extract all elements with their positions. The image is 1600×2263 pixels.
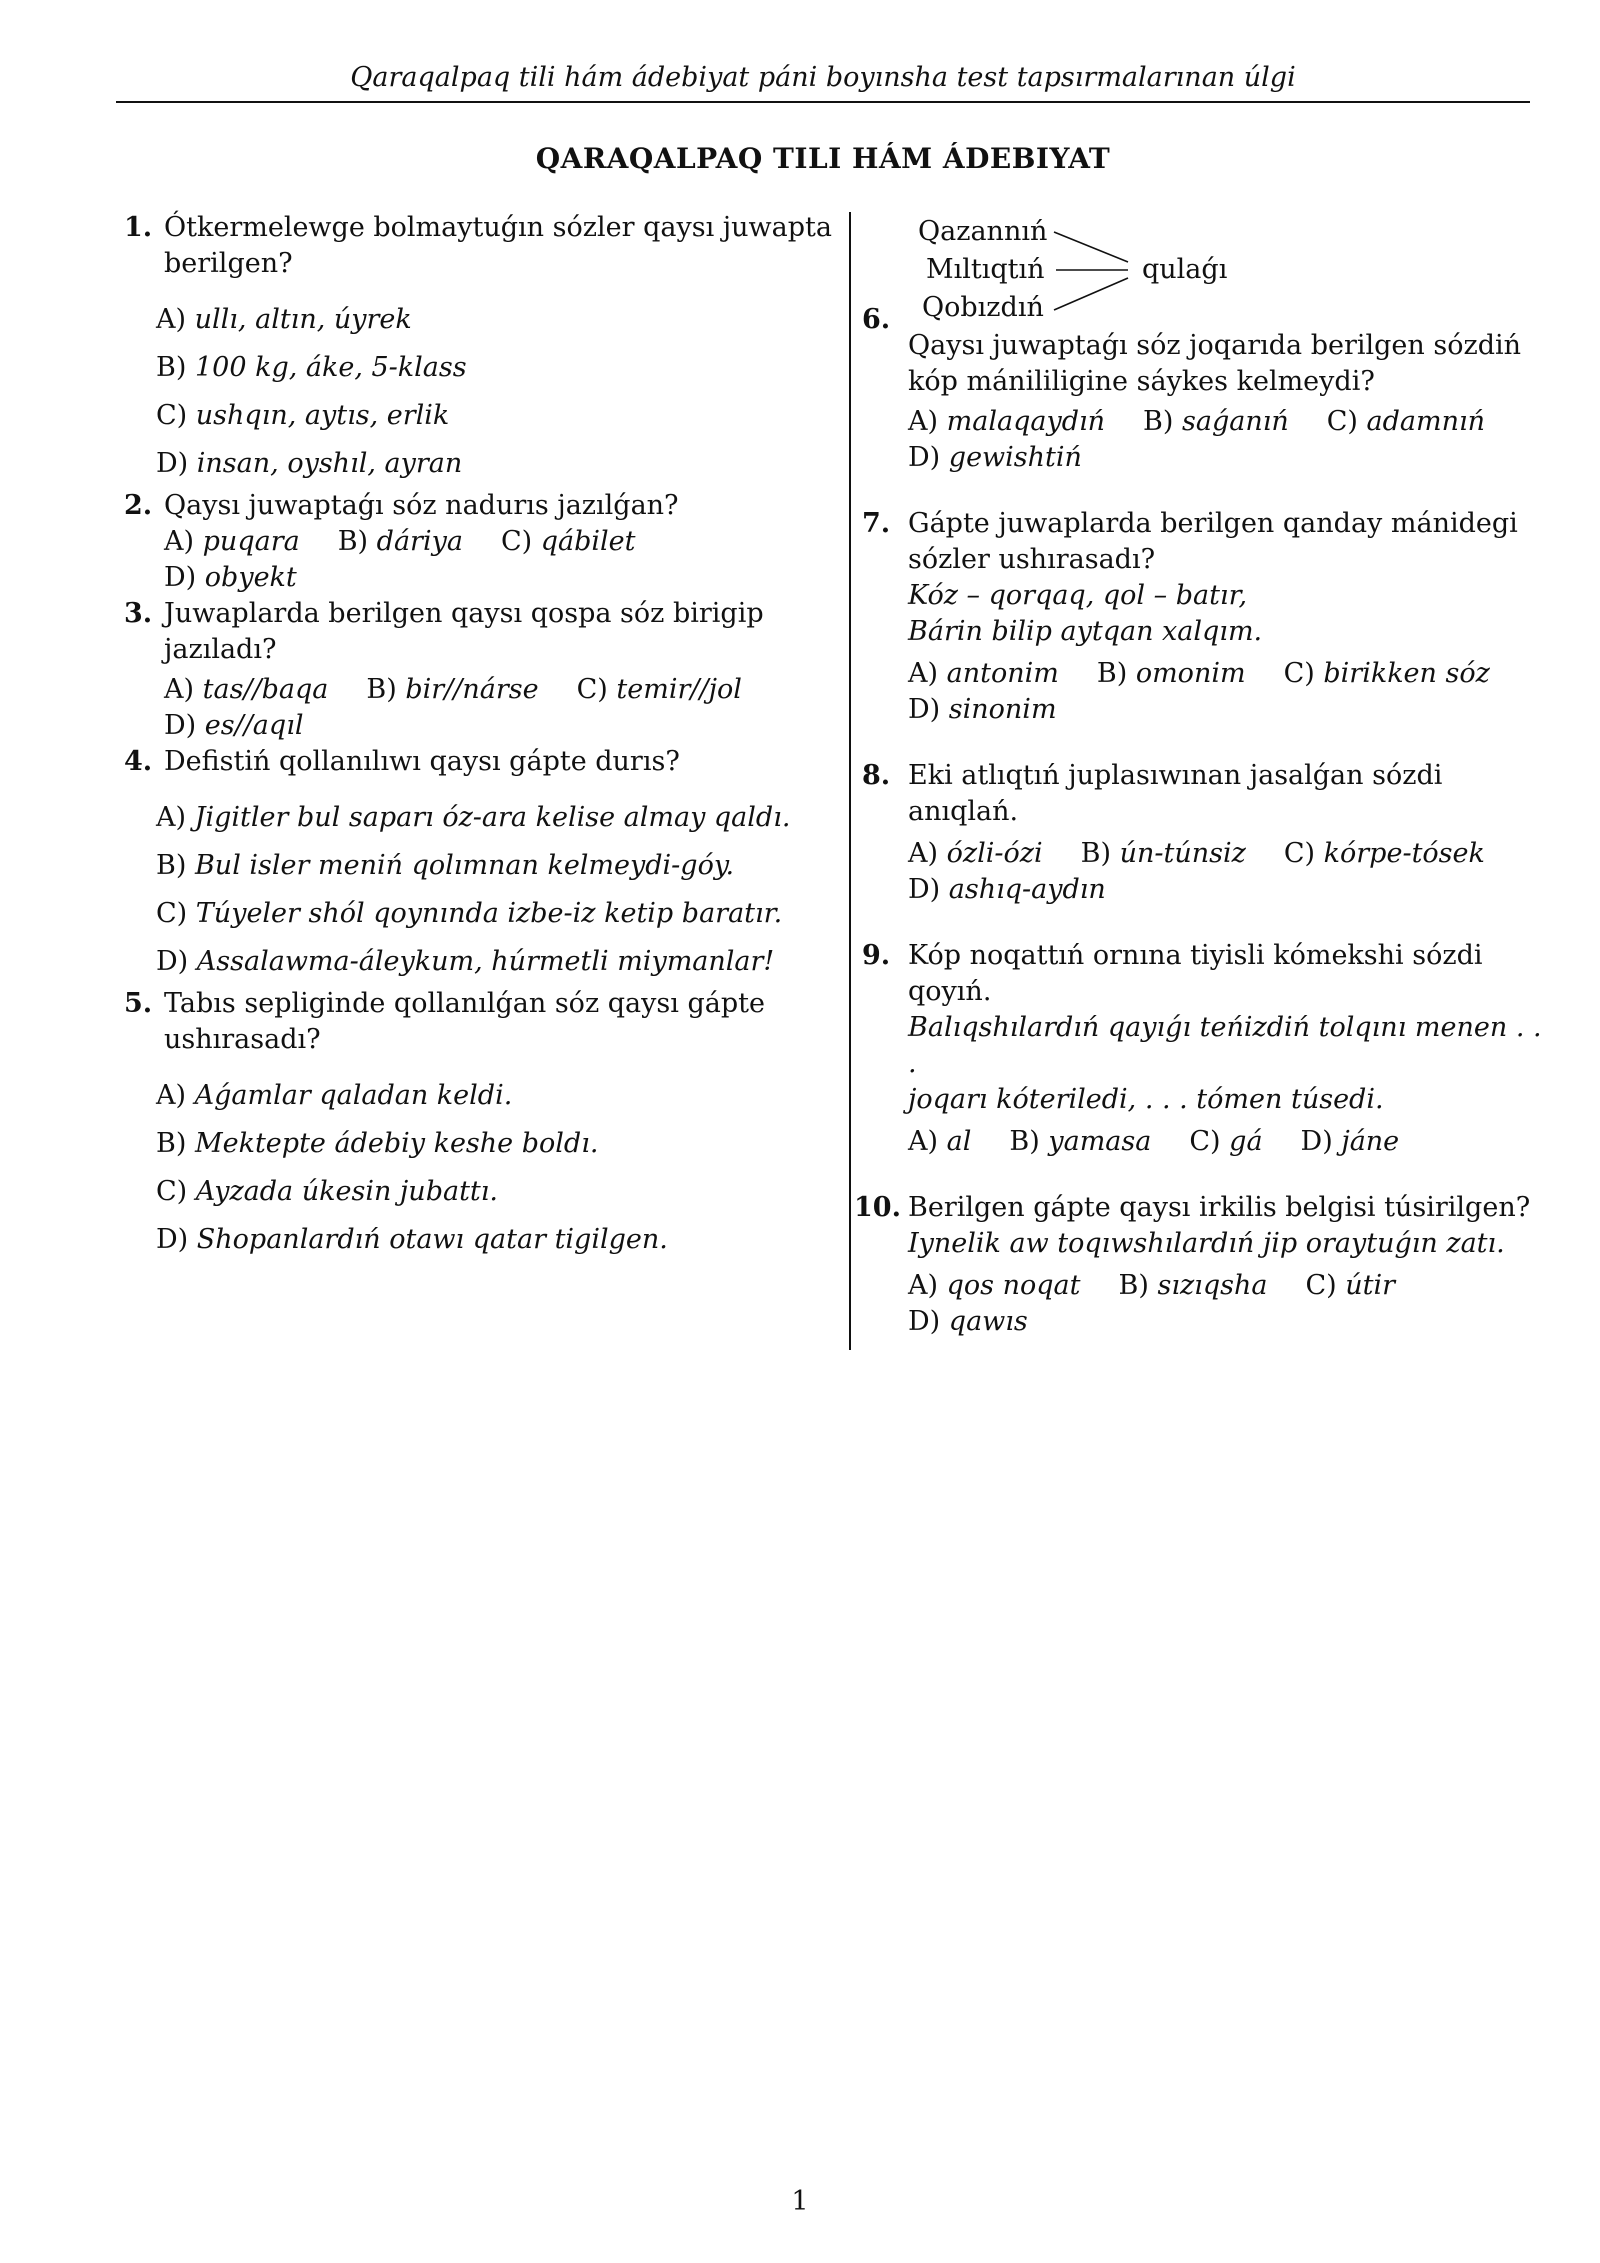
question-8 xyxy=(862,758,1552,908)
question-3 xyxy=(124,596,834,744)
question-number: 4. xyxy=(124,746,153,777)
diagram-word: qulaǵı xyxy=(1142,254,1228,285)
question-1 xyxy=(124,210,834,282)
question-number: 6. xyxy=(862,304,891,335)
answer-options-5 xyxy=(124,1072,834,1264)
diagram-word: Qazannıń xyxy=(918,216,1048,247)
question-number: 2. xyxy=(124,490,153,521)
answer-option[interactable]: A) qos noqat xyxy=(908,1270,1081,1301)
question-4 xyxy=(124,744,834,780)
answer-options-1 xyxy=(124,296,834,488)
example-text: joqarı kóteriledi, . . . tómen túsedi. xyxy=(908,1084,1384,1115)
answer-option[interactable]: B) Bul isler meniń qolımnan kelmeydi-góy. xyxy=(156,850,735,881)
answer-options-10 xyxy=(908,1268,1552,1340)
question-text: Kóp noqattıń ornına tiyisli kómekshi sózdi qoyıń. xyxy=(908,940,1483,1007)
question-number: 7. xyxy=(862,508,891,539)
question-number: 3. xyxy=(124,598,153,629)
answer-option[interactable]: D) obyekt xyxy=(164,562,297,593)
diagram-connector-lines xyxy=(1050,210,1140,328)
question-number: 10. xyxy=(854,1192,901,1223)
column-divider xyxy=(849,212,851,1350)
question-text: Qaysı juwaptaǵı sóz nadurıs jazılǵan? xyxy=(164,490,679,521)
answer-option[interactable]: C) ushqın, aytıs, erlik xyxy=(156,400,450,431)
answer-option[interactable]: B) Mektepte ádebiy keshe boldı. xyxy=(156,1128,599,1159)
question-number: 5. xyxy=(124,988,153,1019)
answer-options-3 xyxy=(164,672,834,744)
answer-option[interactable]: B) sızıqsha xyxy=(1118,1270,1268,1301)
answer-option[interactable]: D) Shopanlardıń otawı qatar tigilgen. xyxy=(156,1224,668,1255)
question-10 xyxy=(854,1190,1552,1340)
answer-option[interactable]: A) puqara xyxy=(164,526,300,557)
question-number: 9. xyxy=(862,940,891,971)
answer-option[interactable]: D) jáne xyxy=(1300,1126,1400,1157)
answer-option[interactable]: A) ullı, altın, úyrek xyxy=(156,304,412,335)
answer-options-8 xyxy=(908,836,1552,908)
example-text: Balıqshılardıń qayıǵı teńizdiń tolqını menen . . . xyxy=(908,1012,1542,1079)
page-title: QARAQALPAQ TILI HÁM ÁDEBIYAT xyxy=(535,142,1111,175)
answer-option[interactable]: A) tas//baqa xyxy=(164,674,329,705)
answer-option[interactable]: B) 100 kg, áke, 5-klass xyxy=(156,352,467,383)
answer-option[interactable]: B) omonim xyxy=(1096,658,1246,689)
question-text: Defistiń qollanılıwı qaysı gápte durıs? xyxy=(164,746,680,777)
answer-option[interactable]: C) adamnıń xyxy=(1326,406,1486,437)
answer-option[interactable]: B) yamasa xyxy=(1009,1126,1152,1157)
answer-option[interactable]: D) es//aqıl xyxy=(164,710,304,741)
question-text: Ótkermelewge bolmaytuǵın sózler qaysı juwapta berilgen? xyxy=(164,212,832,279)
question-7 xyxy=(862,506,1552,728)
diagram-word: Mıltıqtıń xyxy=(926,254,1045,285)
answer-option[interactable]: B) ún-túnsiz xyxy=(1080,838,1246,869)
answer-option[interactable]: C) gá xyxy=(1189,1126,1263,1157)
answer-option[interactable]: D) Assalawma-áleykum, húrmetli miymanlar! xyxy=(156,946,775,977)
answer-option[interactable]: A) Jigitler bul saparı óz-ara kelise almay qaldı. xyxy=(156,802,791,833)
answer-options-2 xyxy=(164,524,834,596)
question-text: Berilgen gápte qaysı irkilis belgisi túsirilgen? xyxy=(908,1192,1531,1223)
answer-option[interactable]: C) qábilet xyxy=(500,526,636,557)
example-text: Iynelik aw toqıwshılardıń jip oraytuǵın zatı. xyxy=(908,1228,1505,1259)
answer-option[interactable]: D) gewishtiń xyxy=(908,442,1082,473)
question-number: 8. xyxy=(862,760,891,791)
answer-option[interactable]: A) Aǵamlar qaladan keldi. xyxy=(156,1080,513,1111)
example-text: Bárin bilip aytqan xalqım. xyxy=(908,616,1263,647)
answer-options-9 xyxy=(908,1124,1552,1160)
answer-option[interactable]: C) Túyeler shól qoynında izbe-iz ketip baratır. xyxy=(156,898,783,929)
answer-option[interactable]: C) temir//jol xyxy=(576,674,742,705)
answer-option[interactable]: D) ashıq-aydın xyxy=(908,874,1106,905)
answer-option[interactable]: A) malaqaydıń xyxy=(908,406,1106,437)
answer-options-7 xyxy=(908,656,1552,728)
question-text: Qaysı juwaptaǵı sóz joqarıda berilgen sózdiń kóp mánililigine sáykes kelmeydi? xyxy=(908,330,1522,397)
answer-option[interactable]: D) sinonim xyxy=(908,694,1057,725)
answer-option[interactable]: C) Ayzada úkesin jubattı. xyxy=(156,1176,498,1207)
question-9 xyxy=(862,938,1552,1160)
answer-option[interactable]: B) dáriya xyxy=(337,526,463,557)
left-column xyxy=(124,210,834,1264)
answer-option[interactable]: D) insan, oyshıl, ayran xyxy=(156,448,463,479)
question-number: 1. xyxy=(124,212,153,243)
word-diagram xyxy=(862,210,1552,335)
page-number: 1 xyxy=(791,2186,809,2217)
diagram-word: Qobızdıń xyxy=(922,292,1044,323)
answer-option[interactable]: B) bir//nárse xyxy=(366,674,539,705)
question-text: Juwaplarda berilgen qaysı qospa sóz birigip jazıladı? xyxy=(164,598,764,665)
answer-option[interactable]: A) al xyxy=(908,1126,972,1157)
answer-options-4 xyxy=(124,794,834,986)
answer-option[interactable]: A) ózli-ózi xyxy=(908,838,1043,869)
answer-option[interactable]: D) qawıs xyxy=(908,1306,1028,1337)
question-text: Eki atlıqtıń juplasıwınan jasalǵan sózdi anıqlań. xyxy=(908,760,1443,827)
answer-option[interactable]: B) saǵanıń xyxy=(1143,406,1289,437)
answer-option[interactable]: A) antonim xyxy=(908,658,1059,689)
right-column xyxy=(854,210,1552,1340)
example-text: Kóz – qorqaq, qol – batır, xyxy=(908,580,1248,611)
question-6 xyxy=(862,328,1552,476)
answer-options-6 xyxy=(908,404,1552,476)
running-header: Qaraqalpaq tili hám ádebiyat páni boyınsha test tapsırmalarınan úlgi xyxy=(350,62,1296,93)
question-5 xyxy=(124,986,834,1058)
question-2 xyxy=(124,488,834,596)
question-text: Gápte juwaplarda berilgen qanday mánidegi sózler ushırasadı? xyxy=(908,508,1518,575)
header-rule xyxy=(116,101,1530,103)
answer-option[interactable]: C) kórpe-tósek xyxy=(1283,838,1485,869)
answer-option[interactable]: C) útir xyxy=(1305,1270,1396,1301)
question-text: Tabıs sepliginde qollanılǵan sóz qaysı gápte ushırasadı? xyxy=(164,988,765,1055)
answer-option[interactable]: C) birikken sóz xyxy=(1283,658,1490,689)
